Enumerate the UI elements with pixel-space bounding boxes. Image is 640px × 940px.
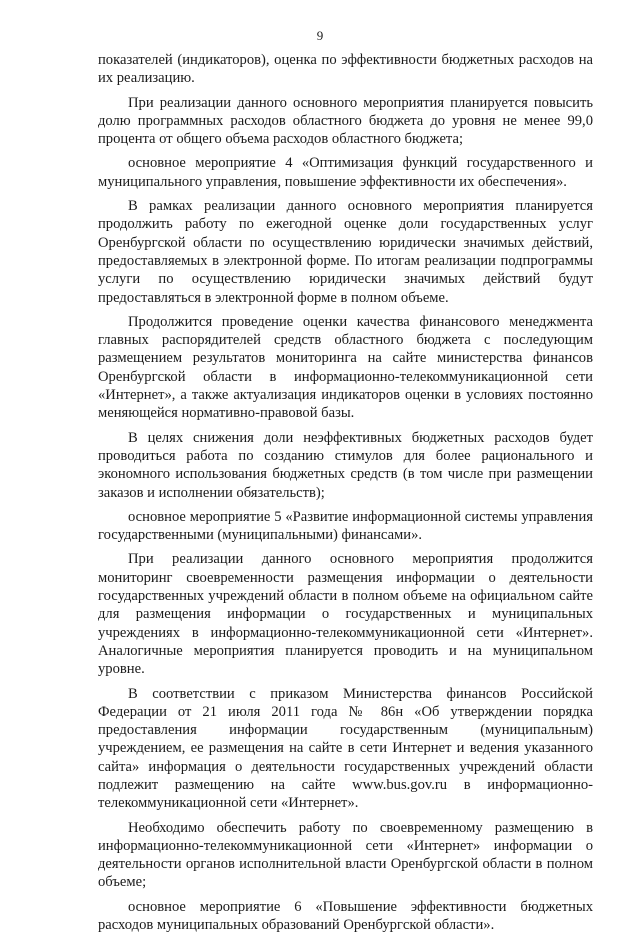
paragraph: основное мероприятие 4 «Оптимизация функций государственного и муниципального управления, повышение эффективности их обеспечения». bbox=[98, 155, 593, 190]
paragraph: При реализации данного основного мероприятия продолжится мониторинг своевременности размещения информации о деятельности государственных учреждений области в полном объеме на официальном сайте для размещения информации о государственных и муниципальных учреждениях в информационно-телекоммуникационной сети «Интернет». Аналогичные мероприятия планируется проводить и на муниципальном уровне. bbox=[98, 551, 593, 678]
paragraph: В рамках реализации данного основного мероприятия планируется продолжить работу по ежегодной оценке доли государственных услуг Оренбургской области по осуществлению юридически значимых действий, предоставляемых в электронной форме. По итогам реализации подпрограммы услуги по осуществлению юридически значимых действий будут предоставляться в электронной форме в полном объеме. bbox=[98, 198, 593, 306]
paragraph: показателей (индикаторов), оценка по эффективности бюджетных расходов на их реализацию. bbox=[98, 52, 593, 87]
paragraph: В целях снижения доли неэффективных бюджетных расходов будет проводиться работа по созданию стимулов для более рационального и экономного использования бюджетных средств (в том числе при размещении заказов и исполнении обязательств); bbox=[98, 429, 593, 501]
paragraph: При реализации данного основного мероприятия планируется повысить долю программных расходов областного бюджета до уровня не менее 99,0 процента от общего объема расходов областного бюджета; bbox=[98, 94, 593, 148]
paragraph: В соответствии с приказом Министерства финансов Российской Федерации от 21 июля 2011 года № 86н «Об утверждении порядка предоставления информации государственным (муниципальным) учреждением, ее размещения на сайте в сети Интернет и ведения указанного сайта» информация о деятельности государственных учреждений области подлежит размещению на сайте www.bus.gov.ru в информационно-телекоммуникационной сети «Интернет». bbox=[98, 685, 593, 812]
paragraph: основное мероприятие 6 «Повышение эффективности бюджетных расходов муниципальных образований Оренбургской области». bbox=[98, 898, 593, 934]
document-body bbox=[98, 51, 593, 940]
paragraph: основное мероприятие 5 «Развитие информационной системы управления государственными (муниципальными) финансами». bbox=[98, 508, 593, 544]
page-number: 9 bbox=[316, 28, 324, 43]
paragraph: Продолжится проведение оценки качества финансового менеджмента главных распорядителей средств областного бюджета с последующим размещением результатов мониторинга на сайте министерства финансов Оренбургской области в информационно-телекоммуникационной сети «Интернет», а также актуализация индикаторов оценки в условиях постоянно меняющейся нормативно-правовой базы. bbox=[98, 313, 593, 422]
paragraph: Необходимо обеспечить работу по своевременному размещению в информационно-телекоммуникационной сети «Интернет» информации о деятельности органов исполнительной власти Оренбургской области в полном объеме; bbox=[98, 819, 593, 891]
